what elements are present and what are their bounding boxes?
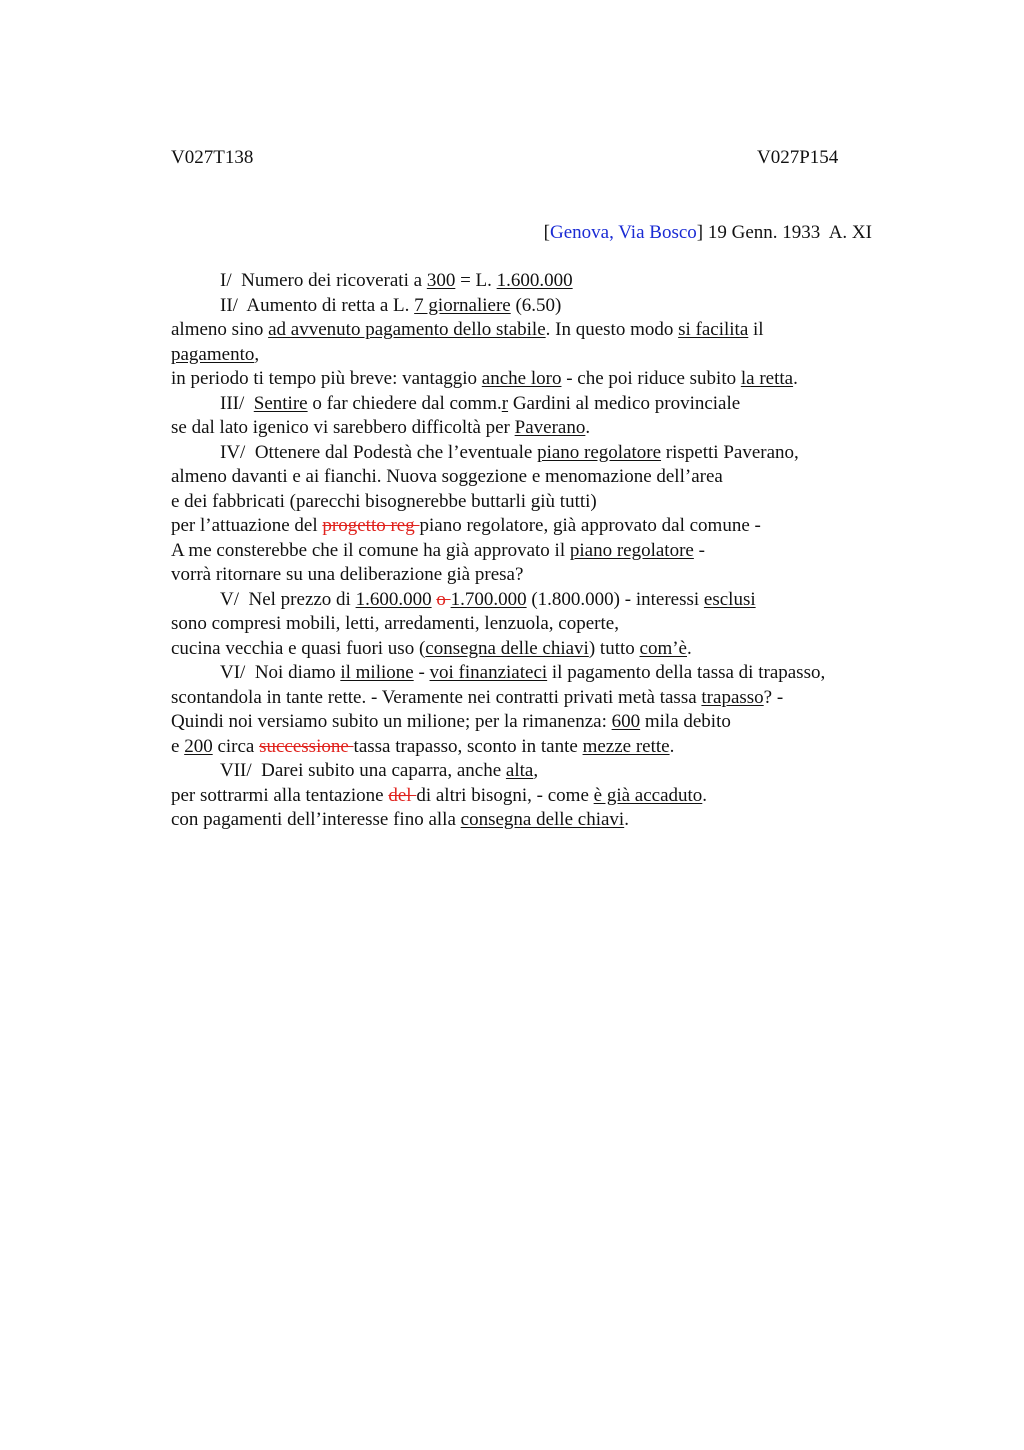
text-line	[171, 441, 891, 466]
underlined-text: Sentire	[253, 392, 308, 414]
underlined-text: piano regolatore	[537, 441, 662, 463]
text-segment: Quindi noi versiamo subito un milione; per la rimanenza:	[171, 711, 612, 732]
deleted-text: del	[388, 784, 417, 806]
text-segment: -	[413, 662, 430, 683]
text-segment: per l’attuazione del	[171, 515, 323, 536]
text-segment: .	[669, 735, 675, 757]
text-segment: rispetti Paverano,	[661, 441, 799, 463]
text-segment: o far chiedere dal comm.	[307, 392, 502, 414]
underlined-text: 1.600.000	[496, 270, 573, 291]
text-line	[171, 735, 891, 760]
underlined-text: consegna delle chiavi	[460, 809, 625, 830]
text-line	[171, 465, 891, 490]
text-segment: per sottrarmi alla tentazione	[171, 784, 389, 806]
text-line	[171, 686, 891, 711]
text-segment: .	[624, 809, 629, 830]
underlined-text: voi finanziateci	[429, 662, 548, 683]
text-line	[171, 539, 891, 564]
text-line	[171, 710, 891, 735]
text-segment: ) tutto	[588, 637, 640, 659]
text-line	[171, 612, 891, 637]
text-line	[171, 637, 891, 662]
document-code-left: V027T138	[171, 147, 254, 168]
deleted-text: o	[436, 588, 451, 610]
text-segment: vorrà ritornare su una deliberazione già presa?	[171, 564, 524, 585]
underlined-text: Paverano	[514, 417, 586, 438]
text-line	[171, 784, 891, 809]
text-line	[171, 661, 891, 686]
text-segment: tassa trapasso, sconto in tante	[353, 735, 583, 757]
text-segment: il pagamento della tassa di trapasso,	[547, 662, 826, 683]
text-line	[171, 392, 891, 417]
text-segment: circa	[212, 735, 260, 757]
underlined-text: piano regolatore	[569, 539, 694, 561]
underlined-text: 1.700.000	[450, 588, 527, 610]
underlined-text: trapasso	[701, 686, 764, 708]
text-segment: piano regolatore, già approvato dal comune -	[419, 515, 761, 536]
text-segment: cucina vecchia e quasi fuori uso (	[171, 637, 426, 659]
underlined-text: 600	[611, 711, 641, 732]
underlined-text: si facilita	[678, 319, 749, 340]
text-segment: -	[693, 539, 705, 561]
text-segment: ,	[254, 343, 260, 365]
text-segment: almeno sino	[171, 319, 269, 340]
text-line	[171, 343, 891, 368]
text-line	[171, 514, 891, 539]
deleted-text: progetto reg	[322, 515, 420, 536]
text-segment: con pagamenti dell’interesse fino alla	[171, 809, 461, 830]
text-line	[171, 416, 891, 441]
text-segment: . In questo modo	[545, 319, 679, 340]
text-segment: VI/ Noi diamo	[220, 662, 341, 683]
text-segment: (6.50)	[510, 294, 562, 316]
text-line	[171, 318, 891, 343]
text-segment: di altri bisogni, - come	[416, 784, 594, 806]
underlined-text: ad avvenuto pagamento dello stabile	[268, 319, 546, 340]
document-body	[171, 269, 891, 833]
underlined-text: 300	[426, 270, 456, 291]
text-segment: .	[702, 784, 708, 806]
text-segment: - che poi riduce subito	[561, 368, 741, 389]
text-segment: V/ Nel prezzo di	[220, 588, 356, 610]
text-line	[171, 367, 891, 392]
text-segment: se dal lato igenico vi sarebbero difficoltà per	[171, 417, 515, 438]
text-segment: e dei fabbricati (parecchi bisognerebbe buttarli giù tutti)	[171, 490, 597, 512]
text-segment: ,	[533, 760, 539, 781]
dateline	[171, 221, 872, 245]
underlined-text: r	[501, 392, 509, 414]
text-segment: .	[687, 637, 692, 659]
text-segment: in periodo ti tempo più breve: vantaggio	[171, 368, 482, 389]
text-line	[171, 563, 891, 588]
text-line	[171, 269, 891, 294]
text-line	[171, 588, 891, 613]
underlined-text: anche loro	[481, 368, 562, 389]
text-segment: mila debito	[640, 711, 731, 732]
text-line	[171, 759, 891, 784]
text-segment: A me consterebbe che il comune ha già approvato il	[171, 539, 570, 561]
dateline-date: 19 Genn. 1933 A. XI	[703, 222, 872, 243]
text-segment: e	[171, 735, 185, 757]
underlined-text: mezze rette	[582, 735, 670, 757]
text-segment: Gardini al medico provinciale	[508, 392, 741, 414]
underlined-text: esclusi	[703, 588, 756, 610]
dateline-place: Genova, Via Bosco	[549, 222, 697, 243]
underlined-text: pagamento	[171, 343, 255, 365]
underlined-text: 1.600.000	[355, 588, 432, 610]
underlined-text: è già accaduto	[593, 784, 703, 806]
text-segment: almeno davanti e ai fianchi. Nuova soggezione e menomazione dell’area	[171, 466, 723, 487]
deleted-text: successione	[259, 735, 354, 757]
underlined-text: 7 giornaliere	[414, 294, 511, 316]
dateline-bracket-close: ]	[696, 222, 704, 243]
document-code-right: V027P154	[757, 147, 839, 168]
underlined-text: la retta	[740, 368, 794, 389]
text-line	[171, 294, 891, 319]
text-segment: VII/ Darei subito una caparra, anche	[220, 760, 506, 781]
underlined-text: alta	[505, 760, 534, 781]
text-segment: I/ Numero dei ricoverati a	[220, 270, 427, 291]
text-segment: scontandola in tante rette. - Veramente nei contratti privati metà tassa	[171, 686, 702, 708]
underlined-text: com’è	[639, 637, 687, 659]
text-segment: ? -	[763, 686, 784, 708]
text-segment: = L.	[455, 270, 497, 291]
text-line	[171, 808, 891, 833]
text-segment: IV/ Ottenere dal Podestà che l’eventuale	[220, 441, 538, 463]
underlined-text: consegna delle chiavi	[425, 637, 589, 659]
text-segment: il	[748, 319, 764, 340]
text-segment: .	[585, 417, 591, 438]
text-segment: II/ Aumento di retta a L.	[220, 294, 415, 316]
text-line	[171, 490, 891, 515]
text-segment: (1.800.000) - interessi	[526, 588, 704, 610]
dateline-bracket-open: [	[543, 222, 550, 243]
text-segment: III/	[220, 392, 254, 414]
text-segment: .	[793, 368, 798, 389]
underlined-text: il milione	[340, 662, 414, 683]
text-segment: sono compresi mobili, letti, arredamenti, lenzuola, coperte,	[171, 613, 619, 634]
underlined-text: 200	[184, 735, 213, 757]
